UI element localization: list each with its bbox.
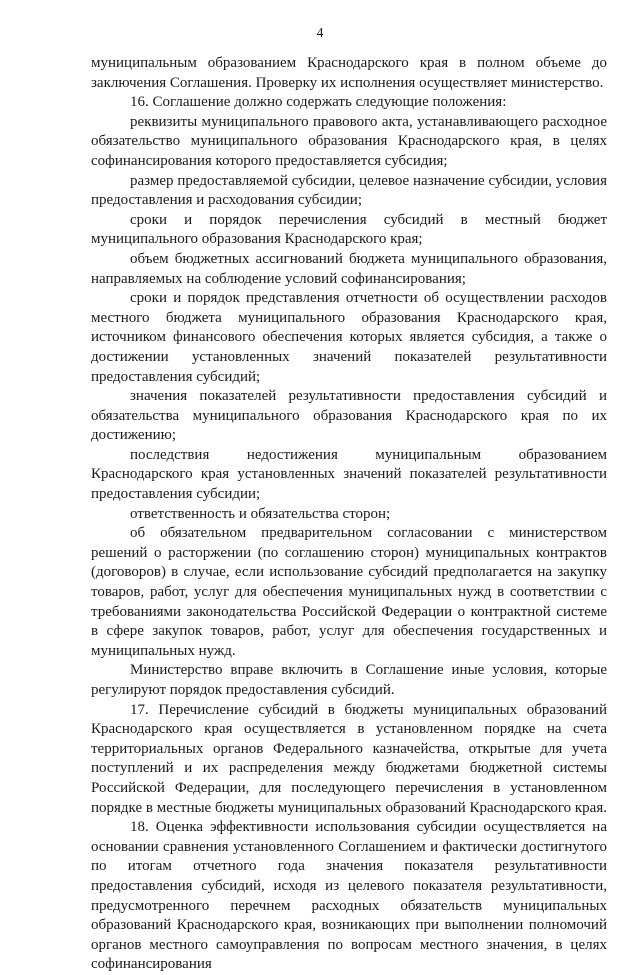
paragraph-item-16: 16. Соглашение должно содержать следующие положения:	[130, 94, 507, 111]
paragraph: последствия недостижения муниципальным образованием Краснодарского края установленных значений показателей результативности предоставления субсидии;	[91, 446, 607, 503]
paragraph: объем бюджетных ассигнований бюджета муниципального образования, направляемых на соблюдение условий софинансирования;	[91, 250, 607, 287]
paragraph: размер предоставляемой субсидии, целевое назначение субсидии, условия предоставления и расходования субсидии;	[91, 172, 607, 209]
page-number: 4	[316, 26, 324, 41]
document-body	[91, 54, 607, 975]
paragraph: сроки и порядок представления отчетности об осуществлении расходов местного бюджета муниципального образования Краснодарского края, источником финансового обеспечения которых является субсидия, а также о достижении установленных значений показателей результативности предоставления субсидий;	[91, 290, 607, 385]
paragraph-item-18: 18. Оценка эффективности использования субсидии осуществляется на основании сравнения установленного Соглашением и фактически достигнутого по итогам отчетного года значения показателя результативности предоставления субсидий, исходя из целевого показателя результативности, предусмотренного перечнем расходных обязательств муниципальных образований Краснодарского края, возникающих при выполнении полномочий органов местного самоуправления по вопросам местного значения, в целях софинансирования	[91, 819, 607, 973]
paragraph: сроки и порядок перечисления субсидий в местный бюджет муниципального образования Краснодарского края;	[91, 211, 607, 248]
paragraph: ответственность и обязательства сторон;	[130, 505, 391, 522]
paragraph: об обязательном предварительном согласовании с министерством решений о расторжении (по соглашению сторон) муниципальных контрактов (договоров) в случае, если использование субсидий предполагается на закупку товаров, работ, услуг для обеспечения муниципальных нужд в соответствии с требованиями законодательства Российской Федерации о контрактной системе в сфере закупок товаров, работ, услуг для обеспечения государственных и муниципальных нужд.	[91, 525, 607, 659]
paragraph: реквизиты муниципального правового акта, устанавливающего расходное обязательство муниципального образования Краснодарского края, в целях софинансирования которого предоставляется субсидия;	[91, 113, 607, 169]
paragraph: Министерство вправе включить в Соглашение иные условия, которые регулируют порядок предоставления субсидий.	[91, 662, 607, 698]
paragraph-continuation: муниципальным образованием Краснодарского края в полном объеме до заключения Соглашения. Проверку их исполнения осуществляет министерство.	[91, 55, 607, 91]
paragraph-item-17: 17. Перечисление субсидий в бюджеты муниципальных образований Краснодарского края осуществляется в установленном порядке на счета территориальных органов Федерального казначейства, открытые для учета поступлений и их распределения между бюджетами бюджетной системы Российской Федерации, для последующего перечисления в установленном порядке в местные бюджеты муниципальных образований Краснодарского края.	[91, 701, 607, 816]
paragraph: значения показателей результативности предоставления субсидий и обязательства муниципального образования Краснодарского края по их достижению;	[91, 388, 607, 444]
